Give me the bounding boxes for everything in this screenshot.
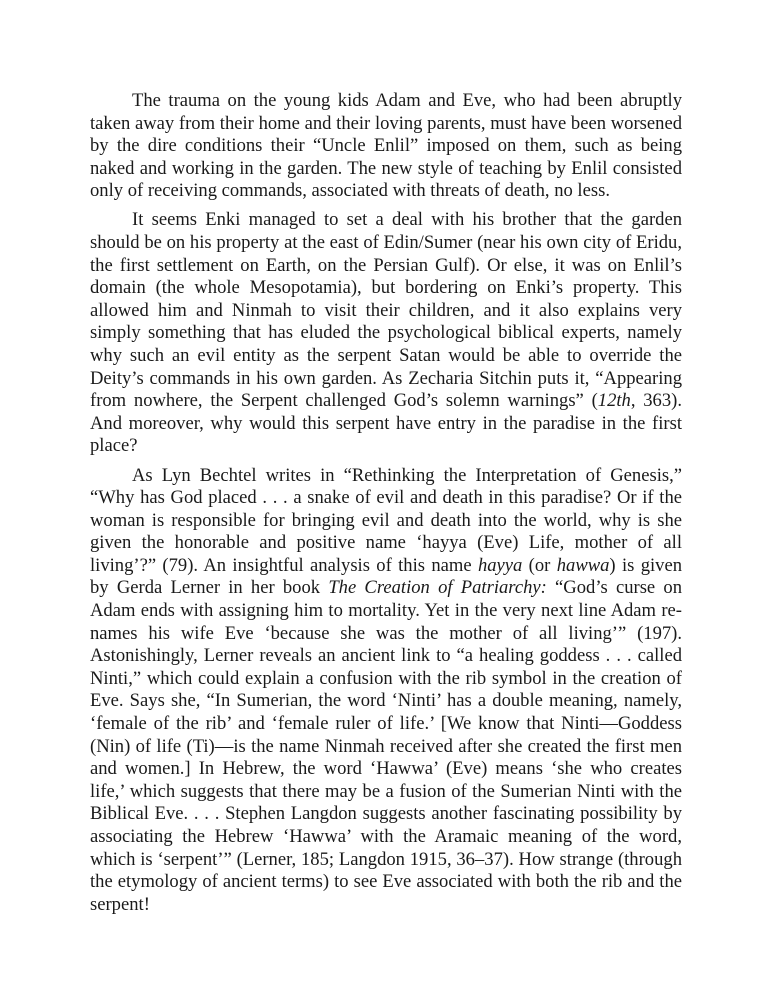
paragraph — [90, 209, 682, 458]
book-title: The Creation of Patriarchy: — [328, 577, 547, 599]
italic-term: hayya — [477, 554, 523, 576]
italic-citation: 12th — [597, 390, 631, 412]
text-segment: “God’s curse on Adam ends with assigning him to mortality. Yet in the very next line Adam re-names his wife Eve ‘because she was the mother of all living’” (197). Astonishingly, Lerner reveals an ancient link to “a healing goddess . . . called Ninti,” which could explain a confusion with the rib symbol in the creation of Eve. Says she, “In Sumerian, the word ‘Ninti’ has a double meaning, namely, ‘female of the rib’ and ‘female ruler of life.’ [We know that Ninti—Goddess (Nin) of life (Ti)—is the name Ninmah received after she created the first men and women.] In Hebrew, the word ‘Hawwa’ (Eve) means ‘she who creates life,’ which suggests that there may be a fusion of the Sumerian Ninti with the Biblical Eve. . . . Stephen Langdon suggests another fascinating possibility by associating the Hebrew ‘Hawwa’ with the Aramaic meaning of the word, which is ‘serpent’” (Lerner, 185; Langdon 1915, 36–37). How strange (through the etymology of ancient terms) to see Eve associated with both the rib and the serpent! — [90, 577, 683, 915]
paragraph — [90, 90, 682, 203]
italic-term: hawwa — [556, 554, 610, 576]
paragraph — [90, 465, 682, 917]
text-segment: As Lyn Bechtel writes in “Rethinking the Interpretation of Genesis,” “Why has God placed . . . a snake of evil and death in this paradise? Or if the woman is responsible for bringing evil and death into the world, why is she given the honorable and positive name ‘hayya (Eve) Life, mother of all living’?” (79). An insightful analysis of this name — [90, 464, 682, 576]
text-segment: (or — [522, 554, 557, 576]
text-segment: The trauma on the young kids Adam and Eve, who had been abruptly taken away from their home and their loving parents, must have been worsened by the dire conditions their “Uncle Enlil” imposed on them, such as being naked and working in the garden. The new style of teaching by Enlil consisted only of receiving commands, associated with threats of death, no less. — [90, 90, 682, 202]
text-segment: , 363). And moreover, why would this serpent have entry in the paradise in the first place? — [90, 390, 682, 457]
text-segment: ) is given by Gerda Lerner in her book — [90, 554, 683, 599]
document-page — [90, 90, 682, 923]
text-segment: It seems Enki managed to set a deal with his brother that the garden should be on his property at the east of Edin/Sumer (near his own city of Eridu, the first settlement on Earth, on the Persian Gulf). Or else, it was on Enlil’s domain (the whole Mesopotamia), but bordering on Enki’s property. This allowed him and Ninmah to visit their children, and it also explains very simply something that has eluded the psychological biblical experts, namely why such an evil entity as the serpent Satan would be able to override the Deity’s commands in his own garden. As Zecharia Sitchin puts it, “Appearing from nowhere, the Serpent challenged God’s solemn warnings” ( — [90, 209, 682, 412]
